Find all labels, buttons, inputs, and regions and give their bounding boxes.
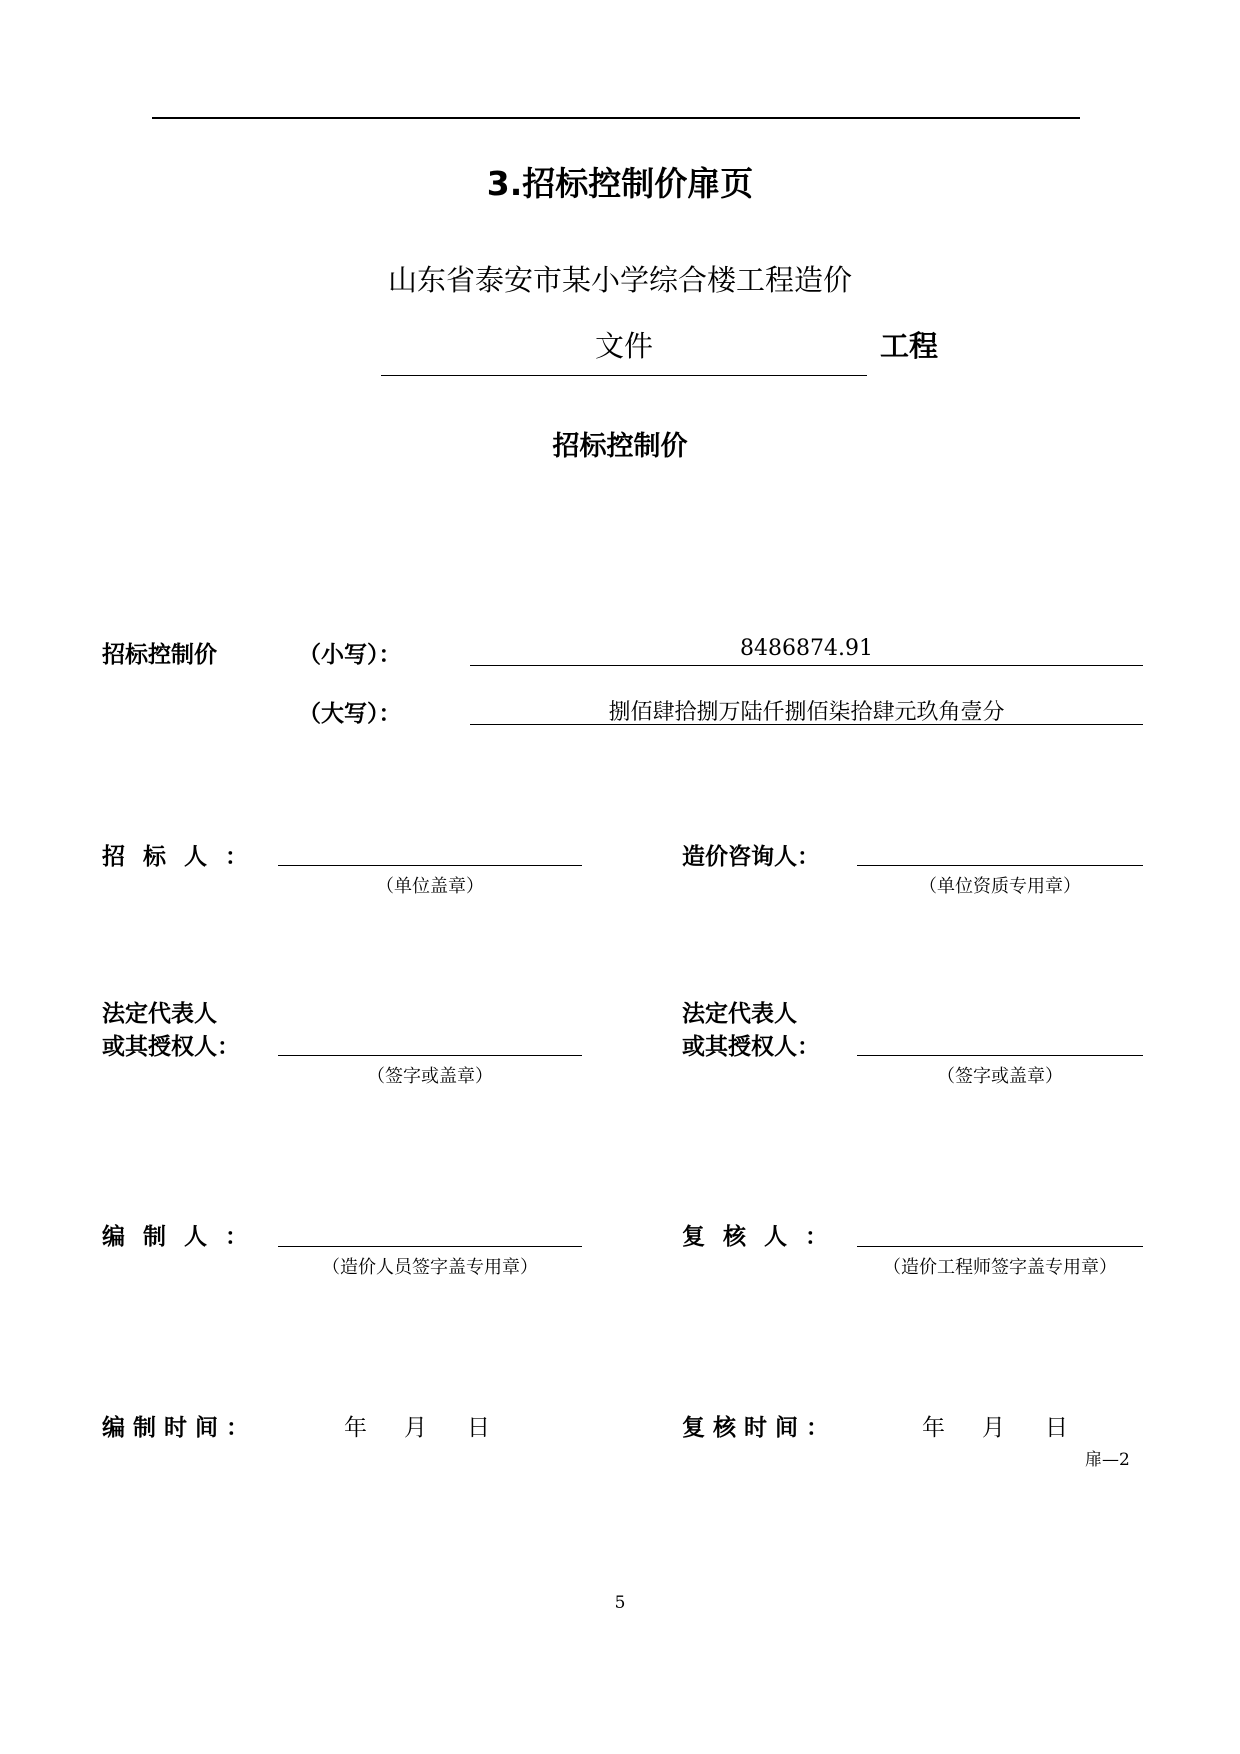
cost-consultant-signature-line bbox=[857, 865, 1143, 866]
lowercase-amount-label: （小写）： bbox=[298, 642, 402, 668]
reviewer-signature-line bbox=[857, 1246, 1143, 1247]
consultant-legal-rep-note: （签字或盖章） bbox=[937, 1066, 1063, 1087]
reviewer-seal-note: （造价工程师签字盖专用章） bbox=[883, 1257, 1117, 1278]
project-name-underline bbox=[381, 375, 867, 376]
document-subtitle: 招标控制价 bbox=[552, 431, 688, 462]
project-suffix: 工程 bbox=[880, 329, 939, 363]
uppercase-amount-value: 捌佰肆拾捌万陆仟捌佰柒拾肆元玖角壹分 bbox=[608, 700, 1005, 725]
tenderer-signature-line bbox=[278, 865, 582, 866]
cost-consultant-label: 造价咨询人： bbox=[682, 844, 820, 870]
compiler-signature-line bbox=[278, 1246, 582, 1247]
reviewer-label: 复核人： bbox=[682, 1224, 846, 1250]
tenderer-legal-rep-note: （签字或盖章） bbox=[367, 1066, 493, 1087]
compiler-seal-note: （造价人员签字盖专用章） bbox=[322, 1257, 538, 1278]
compile-month-label: 月 bbox=[404, 1415, 427, 1441]
review-day-label: 日 bbox=[1045, 1415, 1068, 1441]
tenderer-seal-note: （单位盖章） bbox=[376, 876, 484, 897]
compiler-label: 编制人： bbox=[102, 1224, 266, 1250]
consultant-legal-rep-label-line1: 法定代表人 bbox=[682, 1001, 797, 1027]
lowercase-amount-value: 8486874.91 bbox=[740, 636, 873, 661]
tenderer-legal-rep-label-line2: 或其授权人： bbox=[102, 1034, 240, 1060]
compile-day-label: 日 bbox=[467, 1415, 490, 1441]
review-time-label: 复核时间： bbox=[682, 1415, 837, 1441]
cost-consultant-seal-note: （单位资质专用章） bbox=[919, 876, 1081, 897]
tenderer-legal-rep-label-line1: 法定代表人 bbox=[102, 1001, 217, 1027]
lowercase-amount-underline bbox=[470, 665, 1143, 666]
uppercase-amount-underline bbox=[470, 724, 1143, 725]
page-title: 3.招标控制价扉页 bbox=[486, 164, 754, 203]
project-name-line1: 山东省泰安市某小学综合楼工程造价 bbox=[387, 263, 852, 297]
consultant-legal-rep-label-line2: 或其授权人： bbox=[682, 1034, 820, 1060]
consultant-legal-rep-signature-line bbox=[857, 1055, 1143, 1056]
review-year-label: 年 bbox=[922, 1415, 945, 1441]
control-price-label: 招标控制价 bbox=[102, 642, 217, 668]
tenderer-legal-rep-signature-line bbox=[278, 1055, 582, 1056]
review-month-label: 月 bbox=[982, 1415, 1005, 1441]
page-code: 扉—2 bbox=[1085, 1450, 1130, 1470]
tenderer-label: 招标人： bbox=[102, 844, 266, 870]
project-name-line2: 文件 bbox=[594, 329, 653, 363]
top-rule bbox=[152, 117, 1080, 119]
compile-year-label: 年 bbox=[344, 1415, 367, 1441]
compile-time-label: 编制时间： bbox=[102, 1415, 257, 1441]
uppercase-amount-label: （大写）： bbox=[298, 701, 402, 727]
page-number: 5 bbox=[614, 1593, 626, 1613]
